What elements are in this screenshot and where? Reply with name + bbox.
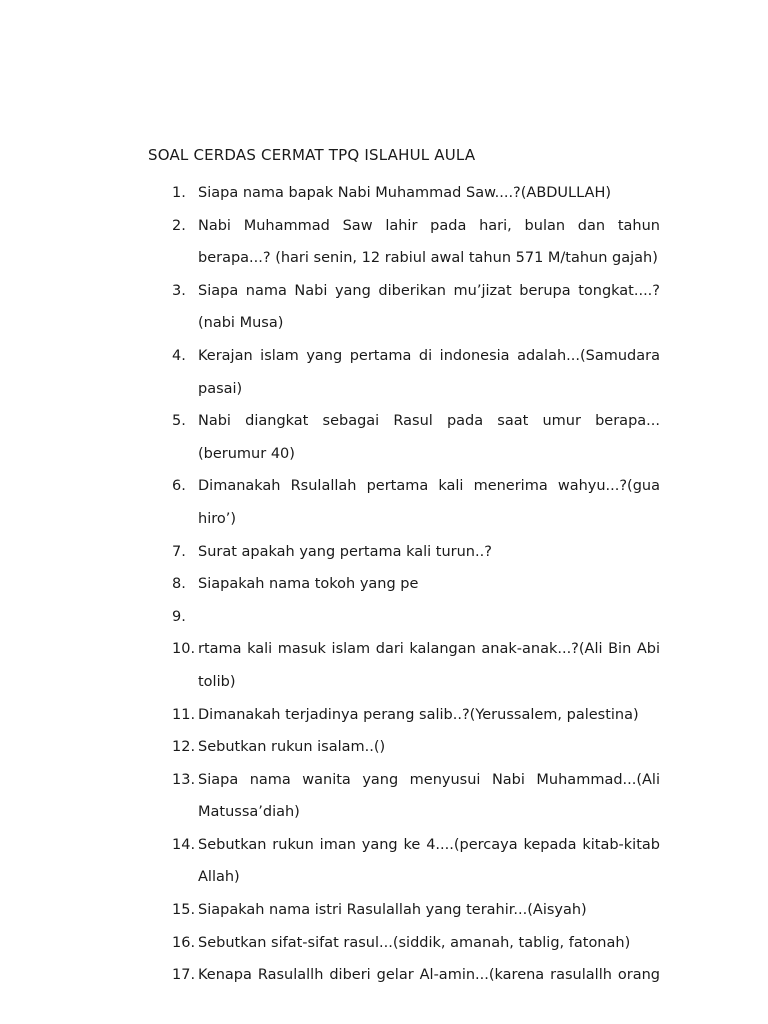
question-text: Sebutkan rukun isalam..() [198, 739, 386, 756]
question-item-13 [150, 764, 660, 829]
question-number: 4. [172, 347, 186, 364]
question-number: 7. [172, 543, 186, 560]
question-number: 11. [172, 706, 196, 723]
question-text: Siapakah nama istri Rasulallah yang terahir...(Aisyah) [198, 902, 587, 919]
question-number: 15. [172, 902, 196, 919]
question-number: 17. [172, 967, 196, 984]
question-number: 16. [172, 934, 196, 951]
question-number: 9. [172, 608, 186, 625]
question-item-9 [150, 601, 660, 634]
question-number: 13. [172, 771, 196, 788]
question-item-8 [150, 568, 660, 601]
question-item-10 [150, 633, 660, 698]
question-list [150, 177, 660, 992]
question-item-15 [150, 894, 660, 927]
question-item-4 [150, 340, 660, 405]
question-item-7 [150, 536, 660, 569]
question-text: Nabi diangkat sebagai Rasul pada saat umur berapa...(berumur 40) [198, 413, 660, 462]
question-text: Siapa nama wanita yang menyusui Nabi Muhammad...(Ali Matussa’diah) [198, 771, 660, 821]
question-item-3 [150, 275, 660, 340]
question-item-5 [150, 405, 660, 470]
question-number: 2. [172, 217, 186, 234]
question-text: Dimanakah terjadinya perang salib..?(Yerussalem, palestina) [198, 706, 639, 723]
question-text: Kenapa Rasulallh diberi gelar Al-amin...(karena rasulallh orang [198, 967, 660, 984]
question-number: 14. [172, 836, 196, 853]
question-item-14 [150, 829, 660, 894]
question-item-16 [150, 927, 660, 960]
question-item-6 [150, 470, 660, 535]
question-text: Siapakah nama tokoh yang pe [198, 576, 419, 593]
question-number: 5. [172, 413, 186, 430]
question-item-12 [150, 731, 660, 764]
question-number: 6. [172, 478, 186, 495]
question-text [198, 601, 660, 634]
question-item-17 [150, 959, 660, 992]
question-number: 3. [172, 282, 186, 299]
question-number: 1. [172, 185, 186, 201]
question-text: Dimanakah Rsulallah pertama kali menerima wahyu...?(gua hiro’) [198, 478, 660, 527]
question-item-11 [150, 699, 660, 732]
question-number: 12. [172, 739, 196, 756]
question-text: Surat apakah yang pertama kali turun..? [198, 543, 492, 560]
question-number: 10. [172, 641, 196, 658]
question-text: rtama kali masuk islam dari kalangan anak-anak...?(Ali Bin Abi tolib) [198, 641, 660, 690]
question-text: Siapa nama bapak Nabi Muhammad Saw....?(ABDULLAH) [198, 185, 612, 201]
question-text: Sebutkan rukun iman yang ke 4....(percaya kepada kitab-kitab Allah) [198, 836, 660, 886]
question-text: Kerajan islam yang pertama di indonesia adalah...(Samudara pasai) [198, 347, 660, 397]
question-item-1 [150, 177, 660, 210]
question-text: Nabi Muhammad Saw lahir pada hari, bulan dan tahun berapa...? (hari senin, 12 rabiul awal tahun 571 M/tahun gajah) [198, 217, 660, 267]
question-item-2 [150, 210, 660, 275]
question-number: 8. [172, 576, 186, 593]
document-title: SOAL CERDAS CERMAT TPQ ISLAHUL AULA [148, 146, 476, 164]
question-text: Siapa nama Nabi yang diberikan mu’jizat berupa tongkat....?(nabi Musa) [198, 282, 660, 332]
question-text: Sebutkan sifat-sifat rasul...(siddik, amanah, tablig, fatonah) [198, 934, 631, 951]
